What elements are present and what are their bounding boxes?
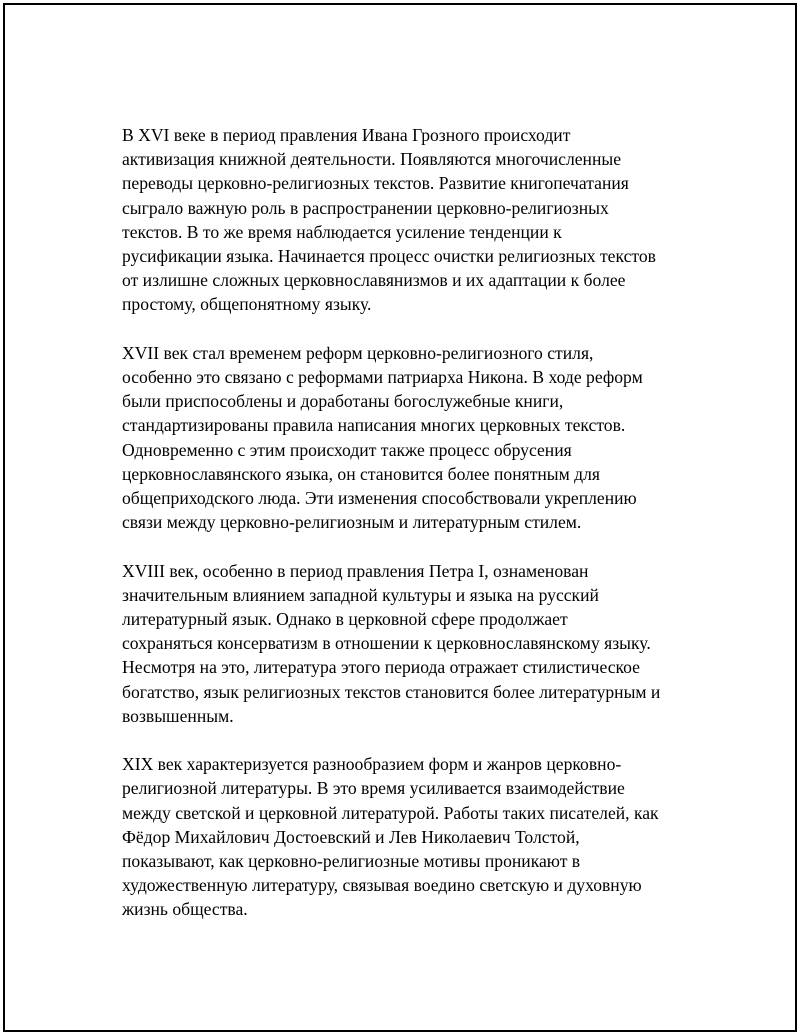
text-line: сыграло важную роль в распространении церковно-религиозных [122,197,609,218]
text-line: текстов. В то же время наблюдается усиление тенденции к [122,221,562,242]
text-line: религиозной литературы. В это время усиливается взаимодействие [122,778,625,799]
text-line: Несмотря на это, литература этого периода отражает стилистическое [122,657,640,678]
text-line: между светской и церковной литературой. Работы таких писателей, как [122,802,659,823]
text-line: богатство, язык религиозных текстов становится более литературным и [122,681,661,702]
text-line: художественную литературу, связывая воедино светскую и духовную [122,875,642,896]
paragraph-xviii-century [122,559,694,728]
text-line: литературный язык. Однако в церковной сфере продолжает [122,609,568,630]
text-line: XIX век характеризуется разнообразием форм и жанров церковно- [122,754,622,775]
text-line: показывают, как церковно-религиозные мотивы проникают в [122,851,581,872]
text-line: Одновременно с этим происходит также процесс обрусения [122,439,572,460]
text-line: были приспособлены и доработаны богослужебные книги, [122,391,564,412]
page-frame [3,3,797,1032]
text-line: особенно это связано с реформами патриарха Никона. В ходе реформ [122,367,643,388]
text-line: связи между церковно-религиозным и литературным стилем. [122,512,582,533]
text-line: Фёдор Михайлович Достоевский и Лев Николаевич Толстой, [122,826,580,847]
text-line: возвышенным. [122,705,234,726]
text-line: переводы церковно-религиозных текстов. Развитие книгопечатания [122,173,629,194]
text-line: сохраняться консерватизм в отношении к церковнославянскому языку. [122,633,651,654]
text-line: общеприходского люда. Эти изменения способствовали укреплению [122,488,637,509]
text-line: от излишне сложных церковнославянизмов и их адаптации к более [122,270,626,291]
text-line: XVII век стал временем реформ церковно-религиозного стиля, [122,342,594,363]
text-line: значительным влиянием западной культуры и языка на русский [122,584,599,605]
paragraph-xix-century [122,752,694,921]
text-line: XVIII век, особенно в период правления Петра I, ознаменован [122,560,589,581]
text-line: активизация книжной деятельности. Появляются многочисленные [122,149,622,170]
text-line: В XVI веке в период правления Ивана Грозного происходит [122,125,571,145]
text-line: жизнь общества. [122,899,248,920]
document-body [122,123,694,946]
paragraph-xvi-century [122,123,694,317]
text-line: русификации языка. Начинается процесс очистки религиозных текстов [122,246,656,267]
paragraph-xvii-century [122,341,694,535]
text-line: церковнославянского языка, он становится более понятным для [122,463,600,484]
text-line: стандартизированы правила написания многих церковных текстов. [122,415,626,436]
text-line: простому, общепонятному языку. [122,294,372,315]
